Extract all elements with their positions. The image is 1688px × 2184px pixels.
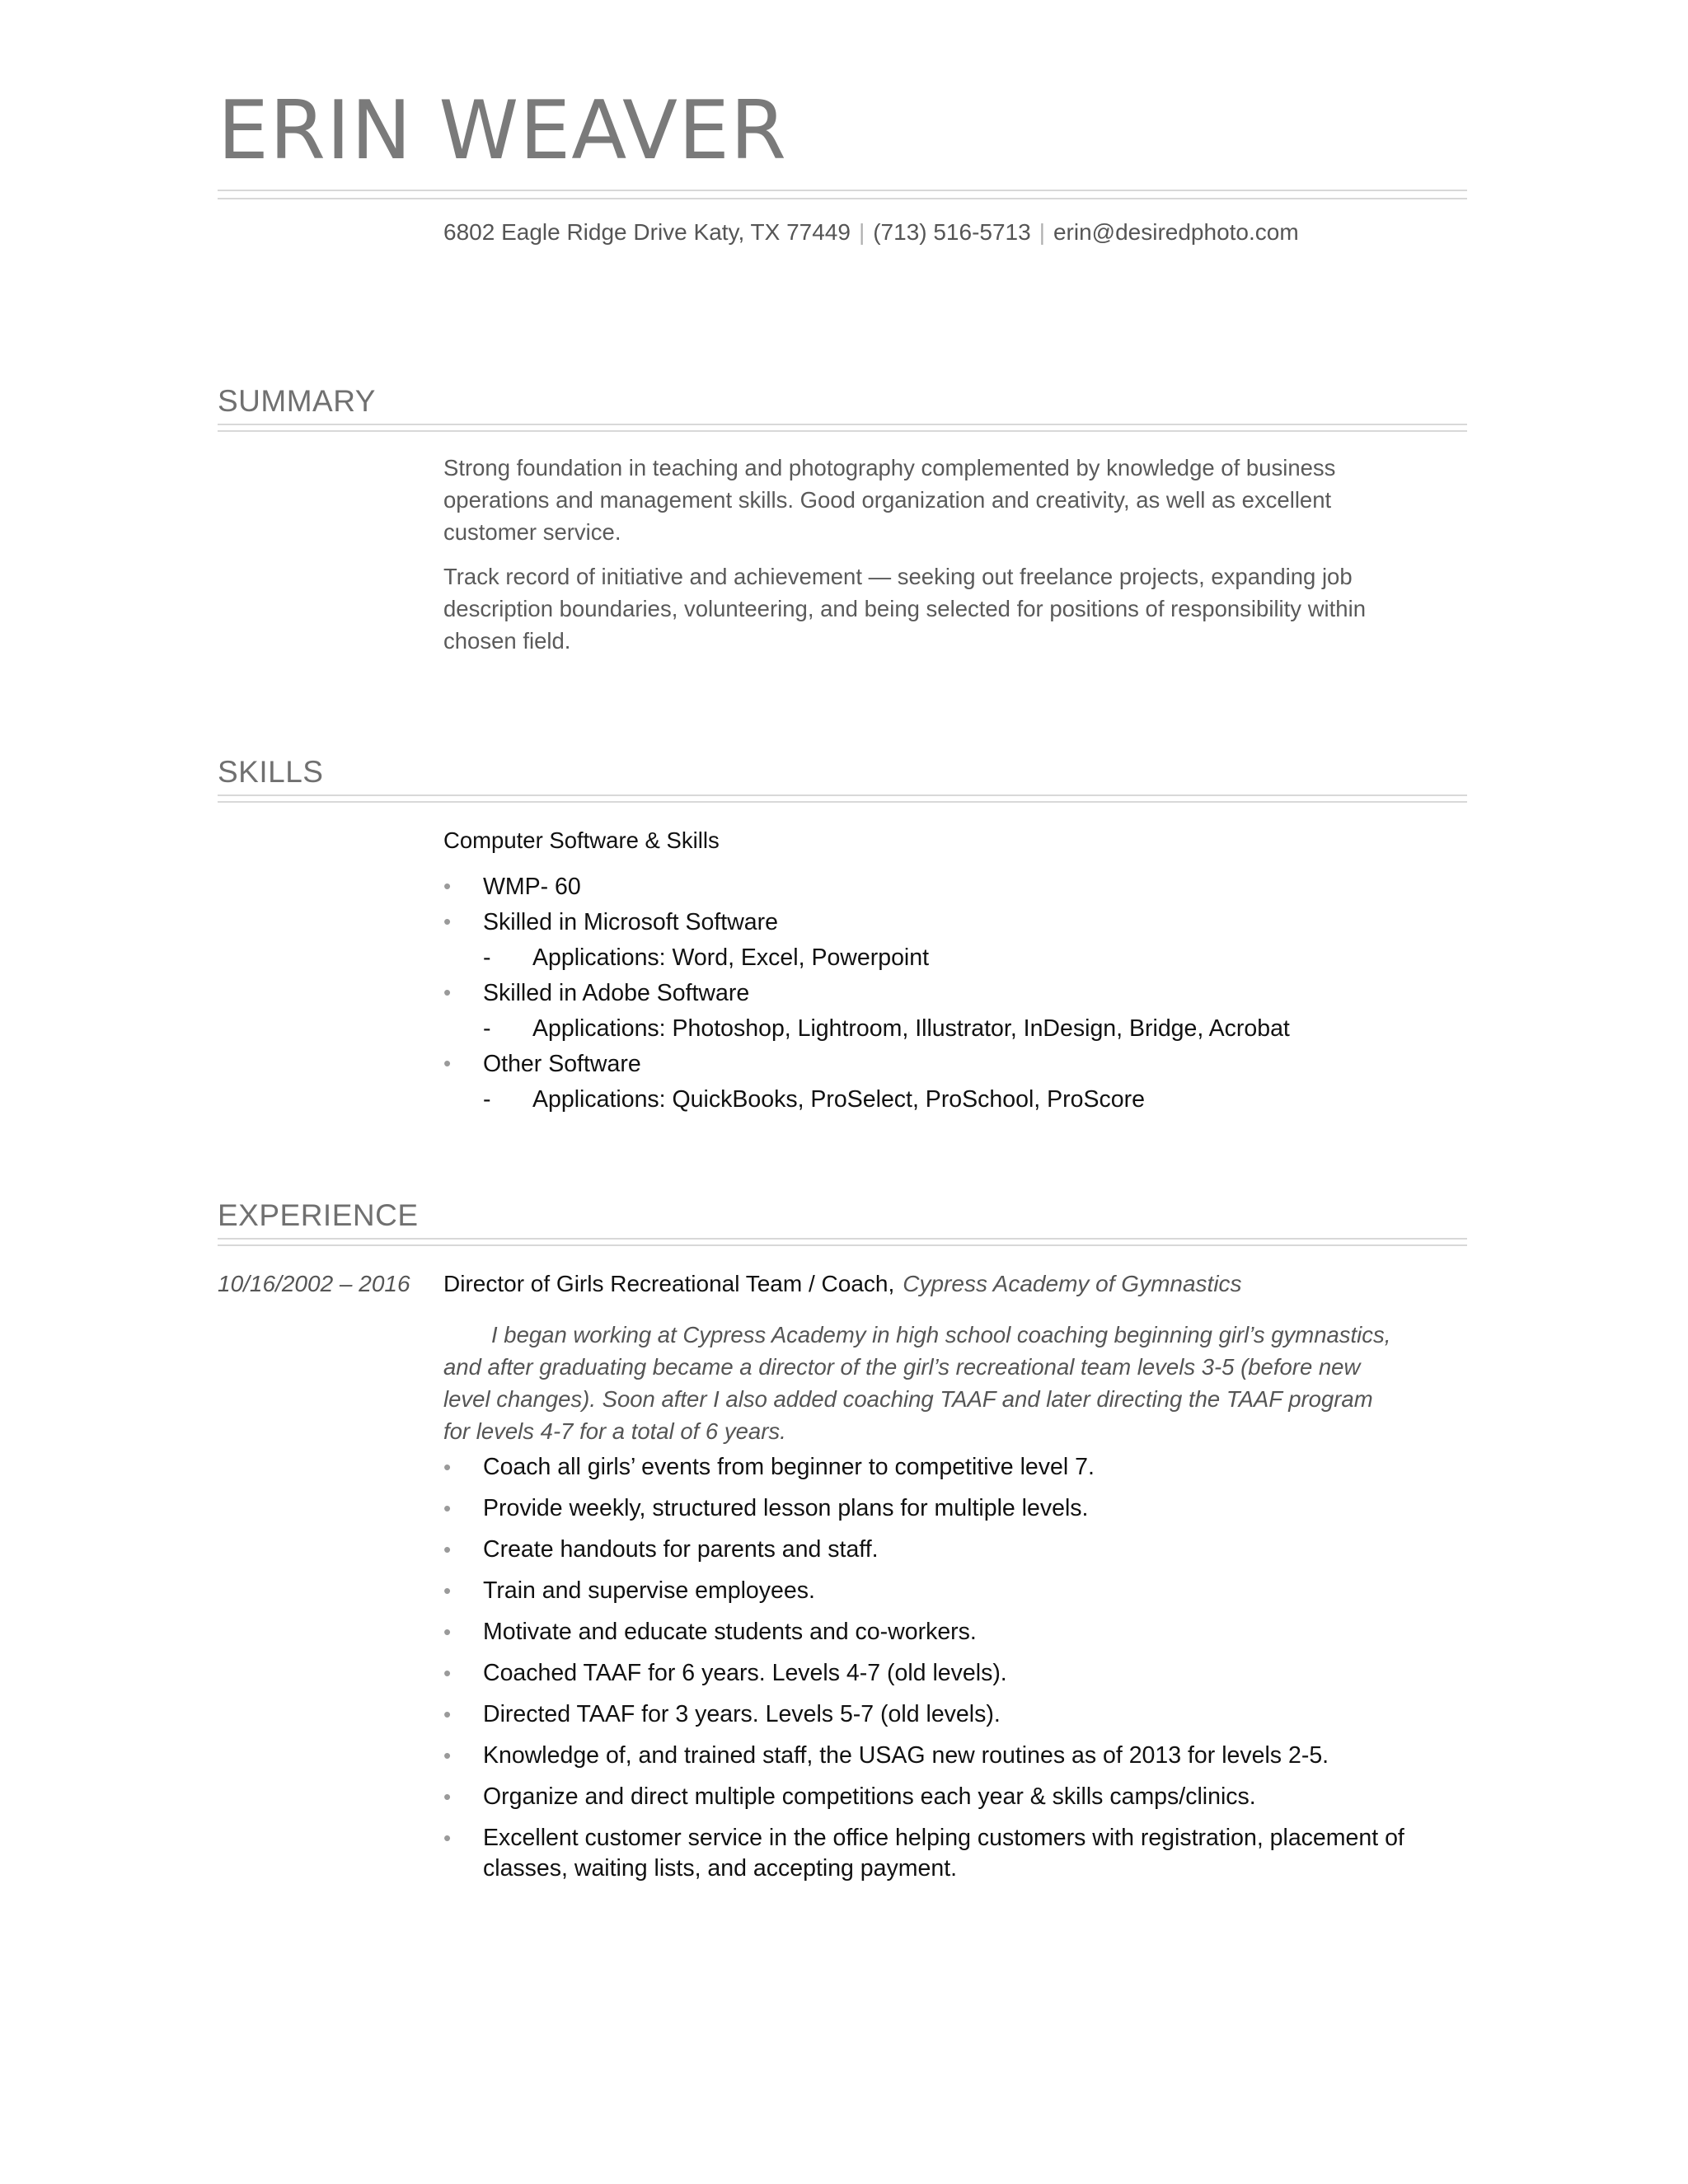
job-dates: 10/16/2002 – 2016 <box>218 1271 410 1296</box>
job-bullet-text: Train and supervise employees. <box>483 1577 815 1604</box>
bullet-icon: • <box>443 1743 452 1768</box>
bullet-icon: • <box>443 1578 452 1603</box>
section-title-summary: SUMMARY <box>218 384 376 418</box>
bullet-icon: • <box>443 1825 452 1850</box>
dash-icon: - <box>483 1015 491 1042</box>
job-heading <box>443 1271 1242 1297</box>
list-item <box>443 1535 1465 1576</box>
job-description: I began working at Cypress Academy in high school coaching beginning girl’s gymnastics, and after graduating became a director of the girl’s recreational team levels 3-5 (before new level changes). Soon after I also added coaching TAAF and later directing the TAAF program for levels 4-7 for a total of 6 years. <box>443 1322 1391 1444</box>
bullet-icon: • <box>443 1661 452 1685</box>
skill-sub-label: Applications: QuickBooks, ProSelect, ProSchool, ProScore <box>532 1086 1145 1113</box>
dash-icon: - <box>483 1086 491 1113</box>
contact-phone: (713) 516-5713 <box>873 219 1031 245</box>
job-bullet-text: Provide weekly, structured lesson plans for multiple levels. <box>483 1495 1089 1521</box>
list-item <box>443 1051 1465 1086</box>
list-subitem <box>443 1086 1465 1122</box>
bullet-icon: • <box>443 1702 452 1727</box>
skills-list <box>443 874 1465 1122</box>
section-rule <box>218 794 1467 796</box>
section-title-experience: EXPERIENCE <box>218 1198 419 1232</box>
list-item <box>443 1782 1465 1823</box>
bullet-icon: • <box>443 1051 452 1076</box>
section-rule <box>218 424 1467 425</box>
summary-paragraph: Track record of initiative and achievement — seeking out freelance projects, expanding job description boundaries, volunteering, and being selected for positions of responsibility within chosen field. <box>443 564 1367 654</box>
skill-label: Other Software <box>483 1051 641 1077</box>
contact-separator: | <box>1039 219 1045 245</box>
section-rule <box>218 430 1467 432</box>
job-bullets <box>443 1452 1465 1889</box>
dash-icon: - <box>483 944 491 971</box>
job-bullet-text: Coach all girls’ events from beginner to competitive level 7. <box>483 1454 1095 1480</box>
job-bullet-text: Motivate and educate students and co-workers. <box>483 1619 977 1645</box>
job-bullet-text: Excellent customer service in the office helping customers with registration, placement of classes, waiting lists, and accepting payment. <box>483 1825 1404 1882</box>
resume-name: ERIN WEAVER <box>218 84 788 178</box>
summary-paragraph: Strong foundation in teaching and photography complemented by knowledge of business operations and management skills. Good organization and creativity, as well as excellent customer service. <box>443 455 1336 545</box>
bullet-icon: • <box>443 909 452 934</box>
list-item <box>443 1658 1465 1699</box>
list-item <box>443 1493 1465 1535</box>
skill-label: WMP- 60 <box>483 874 581 900</box>
job-bullet-text: Create handouts for parents and staff. <box>483 1536 879 1563</box>
list-item <box>443 909 1465 944</box>
job-bullet-text: Organize and direct multiple competitions each year & skills camps/clinics. <box>483 1783 1256 1810</box>
list-subitem <box>443 1015 1465 1051</box>
bullet-icon: • <box>443 1496 452 1521</box>
job-bullet-text: Coached TAAF for 6 years. Levels 4-7 (old levels). <box>483 1660 1007 1686</box>
contact-address: 6802 Eagle Ridge Drive Katy, TX 77449 <box>443 219 851 245</box>
bullet-icon: • <box>443 1619 452 1644</box>
skill-label: Skilled in Adobe Software <box>483 980 750 1006</box>
job-bullet-text: Directed TAAF for 3 years. Levels 5-7 (old levels). <box>483 1701 1001 1727</box>
section-rule <box>218 1244 1467 1246</box>
skill-label: Skilled in Microsoft Software <box>483 909 778 935</box>
section-rule <box>218 1238 1467 1240</box>
job-bullet-text: Knowledge of, and trained staff, the USAG new routines as of 2013 for levels 2-5. <box>483 1742 1329 1769</box>
bullet-icon: • <box>443 1537 452 1562</box>
list-item <box>443 1452 1465 1493</box>
bullet-icon: • <box>443 1784 452 1809</box>
bullet-icon: • <box>443 980 452 1005</box>
contact-line <box>443 219 1299 246</box>
list-item <box>443 1576 1465 1617</box>
list-item <box>443 1823 1465 1889</box>
skill-sub-label: Applications: Word, Excel, Powerpoint <box>532 944 930 971</box>
list-subitem <box>443 944 1465 980</box>
skill-sub-label: Applications: Photoshop, Lightroom, Illustrator, InDesign, Bridge, Acrobat <box>532 1015 1290 1042</box>
skills-heading: Computer Software & Skills <box>443 827 720 853</box>
contact-separator: | <box>858 219 865 245</box>
contact-email: erin@desiredphoto.com <box>1053 219 1299 245</box>
list-item <box>443 980 1465 1015</box>
job-title: Director of Girls Recreational Team / Coach, <box>443 1271 895 1296</box>
section-rule <box>218 801 1467 803</box>
list-item <box>443 874 1465 909</box>
list-item <box>443 1617 1465 1658</box>
list-item <box>443 1699 1465 1741</box>
section-title-skills: SKILLS <box>218 755 324 789</box>
bullet-icon: • <box>443 1455 452 1479</box>
list-item <box>443 1741 1465 1782</box>
bullet-icon: • <box>443 874 452 898</box>
header-rule-bottom <box>218 198 1467 199</box>
job-company: Cypress Academy of Gymnastics <box>903 1271 1242 1296</box>
header-rule-top <box>218 190 1467 191</box>
